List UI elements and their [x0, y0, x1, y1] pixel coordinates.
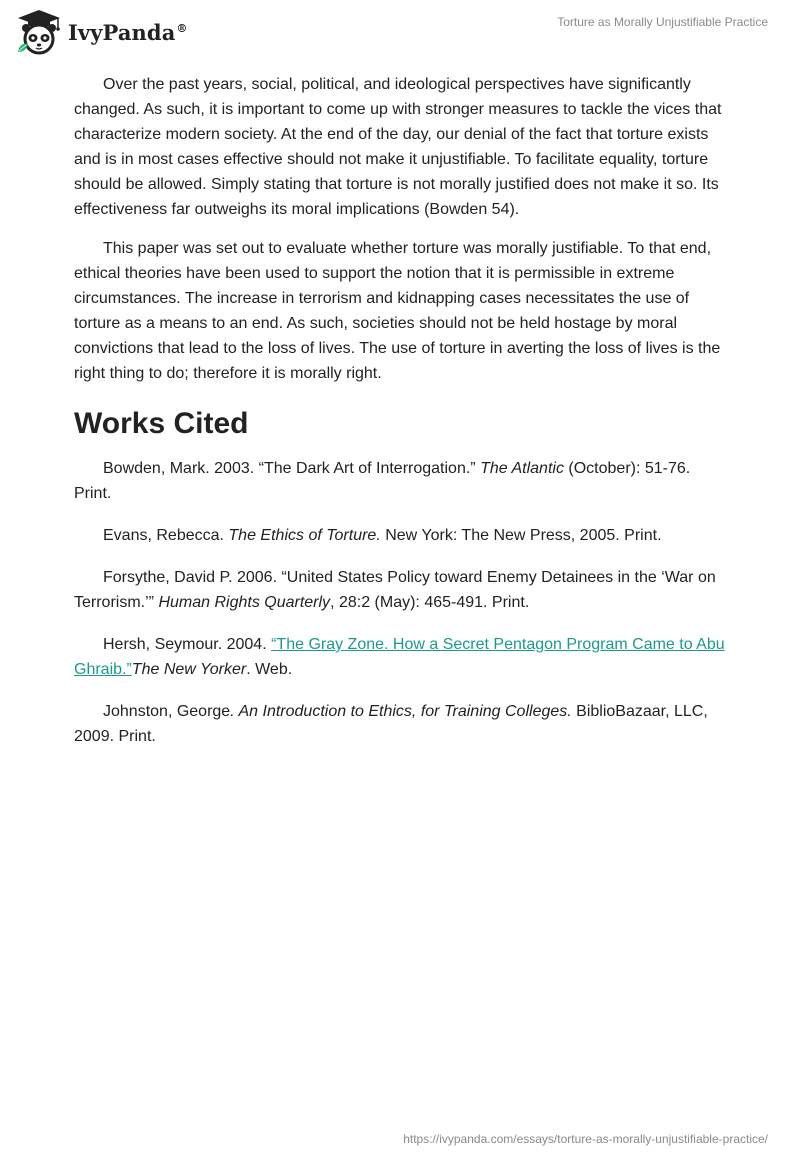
citation-hersh: Hersh, Seymour. 2004. “The Gray Zone. How a Secret Pentagon Program Came to Abu Ghraib.”The New Yorker. Web. — [74, 636, 725, 678]
document-body — [74, 72, 726, 766]
document-title: Torture as Morally Unjustifiable Practice — [557, 15, 768, 29]
panda-graduate-icon — [14, 8, 64, 56]
gray-zone-article-link[interactable]: “The Gray Zone. How a Secret Pentagon Program Came to Abu Ghraib.” — [74, 636, 725, 678]
works-cited-heading: Works Cited — [74, 407, 249, 440]
citation-forsythe: Forsythe, David P. 2006. “United States Policy toward Enemy Detainees in the ‘War on Terrorism.’” Human Rights Quarterly, 28:2 (May): 465-491. Print. — [74, 569, 716, 611]
brand-name: IvyPanda® — [68, 19, 188, 45]
body-paragraph: Over the past years, social, political, and ideological perspectives have significantly changed. As such, it is important to come up with stronger measures to tackle the vices that characterize modern society. At the end of the day, our denial of the fact that torture exists and is in most cases effective should not make it unjustifiable. To facilitate equality, torture should be allowed. Simply stating that torture is not morally justified does not make it so. Its effectiveness far outweighs its moral implications (Bowden 54). — [74, 76, 722, 218]
citation-bowden: Bowden, Mark. 2003. “The Dark Art of Interrogation.” The Atlantic (October): 51-76. Print. — [74, 460, 691, 502]
page-header — [0, 0, 800, 60]
ivypanda-logo[interactable] — [14, 8, 188, 56]
body-paragraph: This paper was set out to evaluate whether torture was morally justifiable. To that end, ethical theories have been used to support the notion that it is permissible in extreme circumstances. The increase in terrorism and kidnapping cases necessitates the use of torture as a means to an end. As such, societies should not be held hostage by moral convictions that lead to the loss of lives. The use of torture in averting the loss of lives is the right thing to do; therefore it is morally right. — [74, 240, 721, 382]
citation-johnston: Johnston, George. An Introduction to Ethics, for Training Colleges. BiblioBazaar, LLC, 2009. Print. — [74, 703, 708, 745]
citation-evans: Evans, Rebecca. The Ethics of Torture. New York: The New Press, 2005. Print. — [103, 527, 662, 544]
source-url: https://ivypanda.com/essays/torture-as-morally-unjustifiable-practice/ — [403, 1132, 768, 1146]
